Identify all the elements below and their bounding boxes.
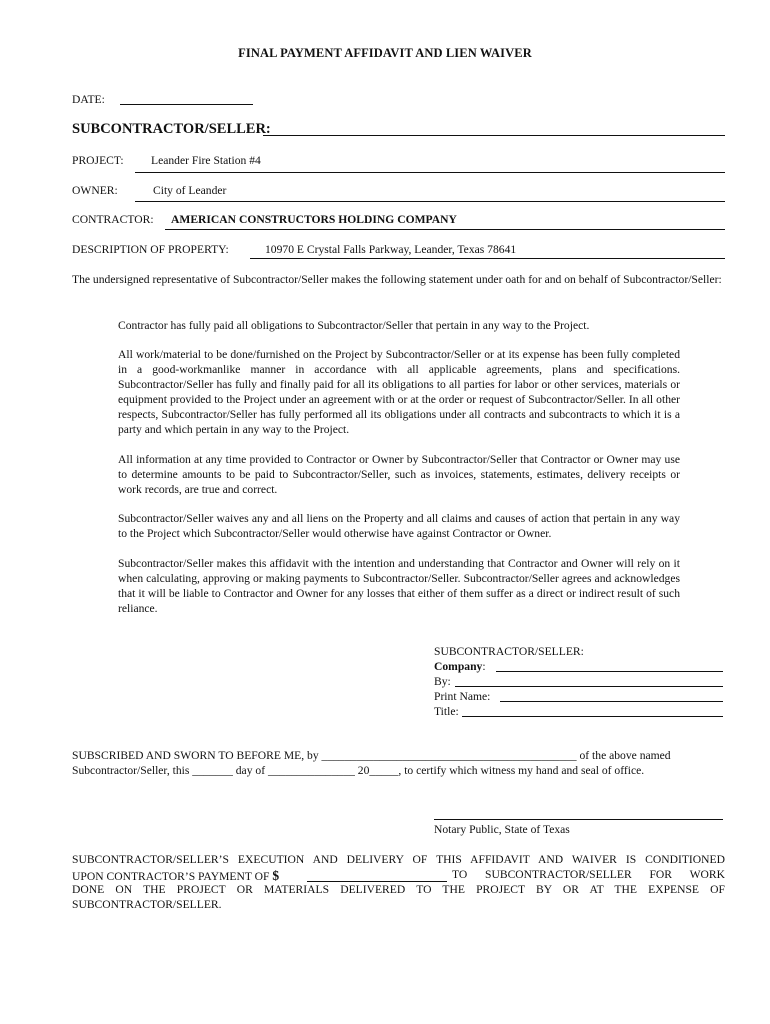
title-field[interactable] xyxy=(462,716,723,717)
owner-label: OWNER: xyxy=(72,184,118,197)
notary-by-blank[interactable]: ____________________________________________ xyxy=(321,749,577,762)
date-field[interactable] xyxy=(120,104,253,105)
contractor-field-line[interactable] xyxy=(165,229,725,230)
company-label-group xyxy=(434,660,486,673)
notary-signature-line[interactable] xyxy=(434,819,723,820)
by-label: By: xyxy=(434,675,451,688)
company-label: Company xyxy=(434,660,483,673)
title-label: Title: xyxy=(434,705,459,718)
statement-1: Contractor has fully paid all obligations to Subcontractor/Seller that pertain in any way to the Project. xyxy=(118,319,590,332)
owner-field-line[interactable] xyxy=(135,201,725,202)
statement-2: All work/material to be done/furnished on the Project by Subcontractor/Seller or at its expense has been fully completed in a good-workmanlike manner in accordance with all applicable agreements, plans and specifications. Subcontractor/Seller has fully and finally paid for all its obligations to all parties for labor or other services, materials or equipment provided to the Project under an agreement with or at the order or request of Subcontractor/Seller. In all other respects, Subcontractor/Seller has fully performed all its obligations under all contracts and subcontracts to which it is a party and which pertain in any way to the Project. xyxy=(118,348,680,436)
condition-line-3: DONE ON THE PROJECT OR MATERIALS DELIVERED TO THE PROJECT BY OR AT THE EXPENSE OF xyxy=(72,883,725,896)
notary-day-blank[interactable]: _______ xyxy=(192,764,233,777)
project-label: PROJECT: xyxy=(72,154,124,167)
company-colon: : xyxy=(482,660,486,673)
company-field[interactable] xyxy=(496,671,723,672)
contractor-value: AMERICAN CONSTRUCTORS HOLDING COMPANY xyxy=(171,213,457,226)
notary-text-2b: day of xyxy=(232,764,268,777)
notary-text-1b: of the above named xyxy=(576,749,671,762)
notary-text-2c: 20 xyxy=(354,764,370,777)
statement-3: All information at any time provided to Contractor or Owner by Subcontractor/Seller that Contractor or Owner may use to determine amounts to be paid to Subcontractor/Seller, such as invoices, statements, estimates, delivery receipts or work records, are true and correct. xyxy=(118,453,680,496)
property-value: 10970 E Crystal Falls Parkway, Leander, Texas 78641 xyxy=(265,243,517,256)
payment-amount-field[interactable] xyxy=(307,881,447,882)
contractor-label: CONTRACTOR: xyxy=(72,213,154,226)
intro-paragraph: The undersigned representative of Subcontractor/Seller makes the following statement under oath for and on behalf of Subcontractor/Seller: xyxy=(72,273,722,286)
signature-heading: SUBCONTRACTOR/SELLER: xyxy=(434,645,584,658)
property-field-line[interactable] xyxy=(250,258,725,259)
condition-text-2a: UPON CONTRACTOR’S PAYMENT OF xyxy=(72,870,273,883)
owner-value: City of Leander xyxy=(153,184,227,197)
notary-text-2a: Subcontractor/Seller, this xyxy=(72,764,193,777)
project-field-line[interactable] xyxy=(135,172,725,173)
notary-text-1a: SUBSCRIBED AND SWORN TO BEFORE ME, by xyxy=(72,749,322,762)
condition-line-2 xyxy=(72,868,725,884)
condition-text-2b: TO SUBCONTRACTOR/SELLER FOR WORK xyxy=(452,868,725,881)
property-label: DESCRIPTION OF PROPERTY: xyxy=(72,243,229,256)
statement-5: Subcontractor/Seller makes this affidavit with the intention and understanding that Contractor and Owner will rely on it when calculating, approving or making payments to Subcontractor/Seller. Subcontractor/Seller agrees and acknowledges that it will be liable to Contractor and Owner for any losses that either of them suffer as a direct or indirect result of such reliance. xyxy=(118,557,680,615)
subcontractor-label: SUBCONTRACTOR/SELLER: xyxy=(72,121,271,137)
print-name-field[interactable] xyxy=(500,701,723,702)
notary-line-2 xyxy=(72,764,644,777)
notary-text-2d: , to certify which witness my hand and seal of office. xyxy=(398,764,645,777)
condition-line-1: SUBCONTRACTOR/SELLER’S EXECUTION AND DELIVERY OF THIS AFFIDAVIT AND WAIVER IS CONDITIONED xyxy=(72,853,725,866)
statement-4: Subcontractor/Seller waives any and all liens on the Property and all claims and causes of action that pertain in any way to the Project which Subcontractor/Seller would otherwise have against Contractor or Owner. xyxy=(118,512,680,540)
document-title: FINAL PAYMENT AFFIDAVIT AND LIEN WAIVER xyxy=(238,46,532,60)
notary-caption: Notary Public, State of Texas xyxy=(434,823,570,836)
notary-line-1 xyxy=(72,749,671,762)
by-field[interactable] xyxy=(455,686,723,687)
subcontractor-field[interactable] xyxy=(263,135,725,136)
condition-line-4: SUBCONTRACTOR/SELLER. xyxy=(72,898,222,911)
notary-month-blank[interactable]: _______________ xyxy=(267,764,355,777)
print-name-label: Print Name: xyxy=(434,690,491,703)
payment-dollar-sign: $ xyxy=(272,868,280,883)
date-label: DATE: xyxy=(72,93,105,106)
project-value: Leander Fire Station #4 xyxy=(151,154,261,167)
notary-year-blank[interactable]: _____ xyxy=(369,764,399,777)
